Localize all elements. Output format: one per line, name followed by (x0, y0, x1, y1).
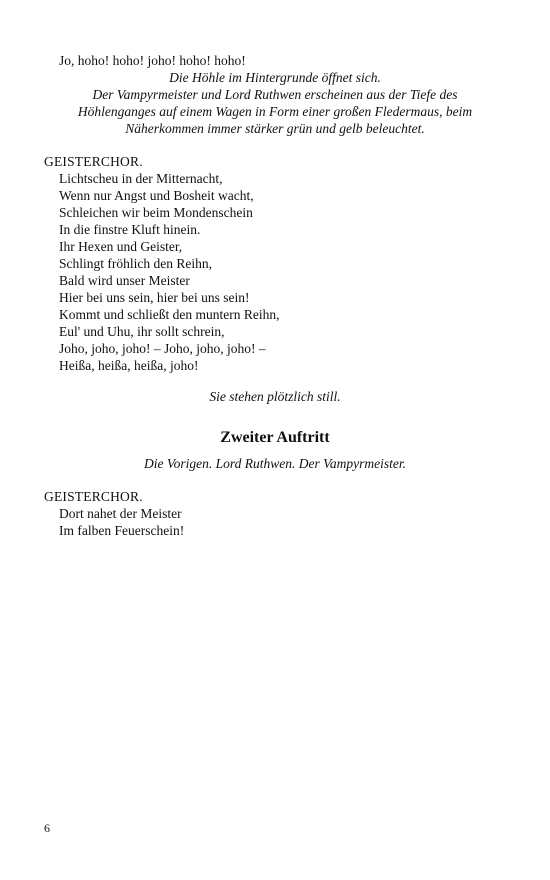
stage-direction: Sie stehen plötzlich still. (209, 389, 341, 404)
verse-line: Eul' und Uhu, ihr sollt schrein, (59, 324, 225, 339)
verse-line: Dort nahet der Meister (59, 506, 182, 521)
verse-line: Schleichen wir beim Mondenschein (59, 205, 253, 220)
scene-heading: Zweiter Auftritt (220, 429, 330, 446)
verse-line: Jo, hoho! hoho! joho! hoho! hoho! (59, 53, 246, 68)
scene-cast: Die Vorigen. Lord Ruthwen. Der Vampyrmeister. (144, 456, 406, 471)
verse-line: Joho, joho, joho! – Joho, joho, joho! – (59, 341, 266, 356)
stage-direction-line: Höhlenganges auf einem Wagen in Form einer großen Fledermaus, beim (77, 104, 473, 119)
verse-line: Heißa, heißa, heißa, joho! (59, 358, 199, 373)
stage-direction-line: Der Vampyrmeister und Lord Ruthwen erscheinen aus der Tiefe des (92, 87, 458, 102)
verse-line: Ihr Hexen und Geister, (59, 239, 183, 254)
speaker-name: GEISTERCHOR. (44, 489, 143, 504)
verse-line: Schlingt fröhlich den Reihn, (59, 256, 212, 271)
verse-line: Kommt und schließt den muntern Reihn, (59, 307, 280, 322)
verse-line: Bald wird unser Meister (59, 273, 190, 288)
speaker-name: GEISTERCHOR. (44, 154, 143, 169)
verse-line: In die finstre Kluft hinein. (59, 222, 201, 237)
verse-line: Hier bei uns sein, hier bei uns sein! (59, 290, 250, 305)
verse-line: Wenn nur Angst und Bosheit wacht, (59, 188, 254, 203)
verse-line: Lichtscheu in der Mitternacht, (59, 171, 223, 186)
stage-direction-line: Die Höhle im Hintergrunde öffnet sich. (169, 70, 381, 85)
stage-direction-line: Näherkommen immer stärker grün und gelb beleuchtet. (125, 121, 425, 136)
page-number: 6 (44, 821, 50, 835)
verse-line: Im falben Feuerschein! (59, 523, 185, 538)
